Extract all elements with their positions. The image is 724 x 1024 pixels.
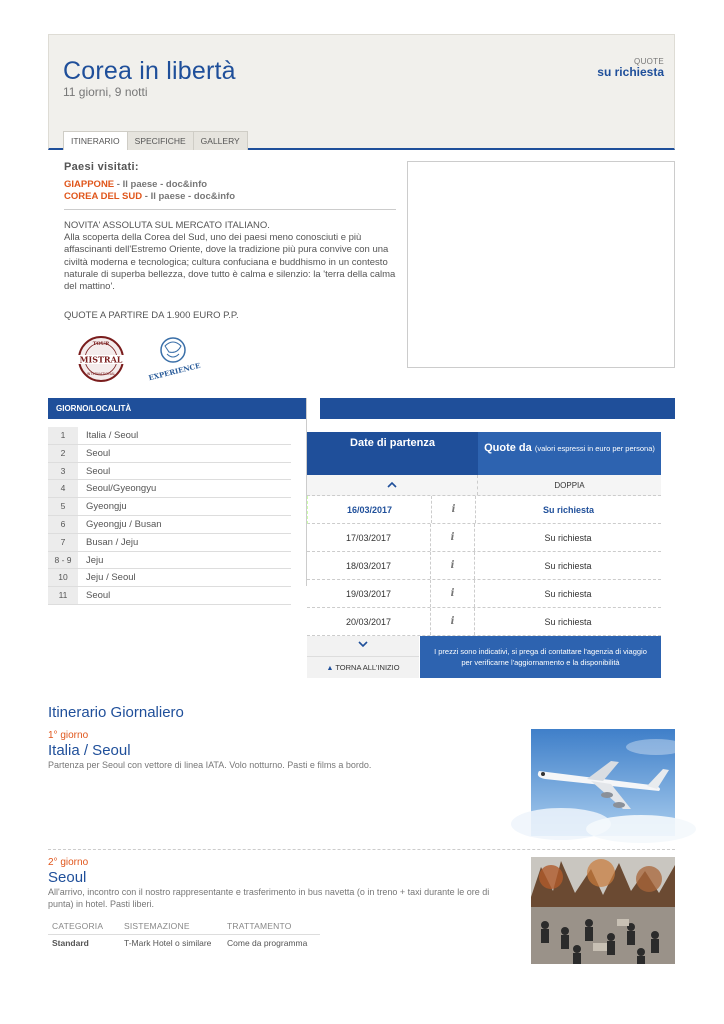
day-place: Gyeongju bbox=[86, 501, 127, 513]
daily-itinerary-title: Itinerario Giornaliero bbox=[48, 704, 184, 721]
tab-itinerario[interactable]: ITINERARIO bbox=[63, 131, 128, 150]
day-number: 8 - 9 bbox=[48, 552, 78, 569]
country-line bbox=[64, 191, 396, 203]
hotel-value: T-Mark Hotel o similare bbox=[124, 938, 212, 948]
date-price: Su richiesta bbox=[544, 617, 592, 627]
tour-mistral-logo bbox=[74, 334, 128, 384]
col-accommodation: SISTEMAZIONE bbox=[124, 921, 190, 931]
accommodation-header-row bbox=[48, 918, 320, 935]
date-row[interactable] bbox=[307, 580, 661, 608]
day-title: Italia / Seoul bbox=[48, 742, 131, 759]
country-info-links[interactable]: - Il paese - doc&info bbox=[142, 191, 236, 202]
itinerary-row[interactable] bbox=[48, 516, 291, 534]
day-number: 10 bbox=[48, 569, 78, 586]
day-place: Seoul/Gyeongyu bbox=[86, 483, 157, 495]
page-subtitle: 11 giorni, 9 notti bbox=[63, 85, 148, 99]
countries-title: Paesi visitati: bbox=[64, 161, 139, 173]
itinerary-row[interactable] bbox=[48, 534, 291, 552]
prices-note: I prezzi sono indicativi, si prega di contattare l'agenzia di viaggio per verificarne l'aggiornamento e la disponibilità bbox=[420, 636, 661, 678]
day-place: Busan / Jeju bbox=[86, 536, 139, 548]
quote-value: su richiesta bbox=[597, 65, 664, 79]
country-line bbox=[64, 179, 396, 191]
tab-specifiche[interactable]: SPECIFICHE bbox=[127, 131, 194, 150]
dates-header-bar bbox=[320, 398, 675, 419]
quotes-title: Quote da bbox=[484, 442, 532, 454]
itinerary-row[interactable] bbox=[48, 552, 291, 570]
back-to-top-label: TORNA ALL'INIZIO bbox=[335, 663, 400, 672]
chevron-down-icon bbox=[358, 641, 368, 648]
room-type-double: DOPPIA bbox=[554, 481, 585, 490]
date-row[interactable] bbox=[307, 552, 661, 580]
date-price: Su richiesta bbox=[544, 589, 592, 599]
dates-table-header bbox=[307, 432, 661, 475]
date-price: Su richiesta bbox=[542, 505, 595, 515]
day-number: 11 bbox=[48, 587, 78, 604]
dates-footer bbox=[307, 636, 419, 678]
description-line: NOVITA' ASSOLUTA SUL MERCATO ITALIANO. bbox=[64, 220, 270, 231]
day-number-label: 2° giorno bbox=[48, 857, 89, 868]
itinerary-row[interactable] bbox=[48, 498, 291, 516]
itinerary-row[interactable] bbox=[48, 427, 291, 445]
day-place: Jeju / Seoul bbox=[86, 572, 136, 584]
departure-date: 16/03/2017 bbox=[308, 496, 432, 523]
itinerary-row[interactable] bbox=[48, 463, 291, 481]
departure-date: 20/03/2017 bbox=[307, 608, 431, 635]
date-row[interactable] bbox=[307, 524, 661, 552]
chevron-up-icon bbox=[387, 481, 397, 488]
scroll-up-button[interactable] bbox=[307, 475, 478, 495]
accommodation-row bbox=[48, 935, 320, 952]
back-to-top-link[interactable] bbox=[307, 656, 419, 678]
col-departure-dates: Date di partenza bbox=[307, 432, 478, 475]
tab-bar bbox=[63, 131, 247, 150]
itinerary-header: GIORNO/LOCALITÀ bbox=[48, 398, 306, 419]
countries-visited bbox=[64, 161, 396, 203]
itinerary-row[interactable] bbox=[48, 587, 291, 605]
day-title: Seoul bbox=[48, 869, 87, 886]
treatment-value: Come da programma bbox=[227, 938, 308, 948]
logo-international-text: INTERNATIONAL bbox=[86, 372, 116, 376]
tab-gallery[interactable]: GALLERY bbox=[193, 131, 248, 150]
airplane-photo bbox=[531, 729, 675, 836]
seoul-park-photo bbox=[531, 857, 675, 964]
day-number: 6 bbox=[48, 516, 78, 533]
col-category: CATEGORIA bbox=[52, 921, 104, 931]
info-icon[interactable]: i bbox=[431, 524, 475, 551]
info-icon[interactable]: i bbox=[432, 496, 476, 523]
day-number: 2 bbox=[48, 445, 78, 462]
header-panel bbox=[48, 34, 675, 150]
itinerary-list bbox=[48, 427, 291, 605]
day-place: Seoul bbox=[86, 590, 111, 602]
itinerary-row[interactable] bbox=[48, 480, 291, 498]
accommodation-table bbox=[48, 918, 320, 952]
scroll-down-button[interactable] bbox=[307, 636, 419, 656]
day-number: 4 bbox=[48, 480, 78, 497]
country-info-links[interactable]: - Il paese - doc&info bbox=[114, 179, 208, 190]
departure-date: 19/03/2017 bbox=[307, 580, 431, 607]
logo-tour-text: TOUR bbox=[92, 341, 110, 347]
info-icon[interactable]: i bbox=[431, 608, 475, 635]
col-treatment: TRATTAMENTO bbox=[227, 921, 292, 931]
day-number: 1 bbox=[48, 427, 78, 444]
quote-label: QUOTE bbox=[634, 57, 664, 66]
itinerary-row[interactable] bbox=[48, 569, 291, 587]
triangle-up-icon: ▲ bbox=[326, 665, 334, 672]
day-number: 5 bbox=[48, 498, 78, 515]
price-from: QUOTE A PARTIRE DA 1.900 EURO P.P. bbox=[64, 310, 239, 321]
day-place: Seoul bbox=[86, 465, 111, 477]
date-price: Su richiesta bbox=[544, 533, 592, 543]
logo-mistral-text: MISTRAL bbox=[79, 354, 123, 365]
day-separator bbox=[48, 849, 675, 850]
departure-date: 17/03/2017 bbox=[307, 524, 431, 551]
departure-dates-table bbox=[307, 432, 661, 636]
date-price: Su richiesta bbox=[544, 561, 592, 571]
col-quotes bbox=[478, 432, 661, 475]
day-description: All'arrivo, incontro con il nostro rappresentante e trasferimento in bus navetta (o in treno + taxi durante le ore di punta) in hotel. Pasti liberi. bbox=[48, 887, 490, 909]
day-place: Gyeongju / Busan bbox=[86, 518, 162, 530]
day-number: 7 bbox=[48, 534, 78, 551]
itinerary-row[interactable] bbox=[48, 445, 291, 463]
day-description: Partenza per Seoul con vettore di linea IATA. Volo notturno. Pasti e films a bordo. bbox=[48, 760, 372, 770]
quotes-note: (valori espressi in euro per persona) bbox=[534, 444, 655, 453]
day-number-label: 1° giorno bbox=[48, 730, 89, 741]
description-line: Alla scoperta della Corea del Sud, uno dei paesi meno conosciuti e più affascinanti dell'Estremo Oriente, dove la tradizione più pura convive con una civiltà moderna e tecnologica; cultura confuciana e buddhismo in un contesto naturale di superba bellezza, dove tutto è calma e silenzio: la 'terra della calma del mattino'. bbox=[64, 232, 396, 293]
departure-date: 18/03/2017 bbox=[307, 552, 431, 579]
map-frame[interactable] bbox=[407, 161, 675, 368]
day-number: 3 bbox=[48, 463, 78, 480]
experience-logo bbox=[147, 334, 202, 384]
info-icon[interactable]: i bbox=[431, 552, 475, 579]
divider bbox=[64, 209, 396, 210]
day-place: Italia / Seoul bbox=[86, 430, 139, 441]
date-row[interactable] bbox=[307, 608, 661, 636]
logo-experience-text: EXPERIENCE bbox=[147, 360, 202, 383]
day-place: Seoul bbox=[86, 447, 111, 459]
trip-description bbox=[64, 220, 396, 293]
country-link-japan[interactable]: GIAPPONE bbox=[64, 179, 115, 190]
date-row[interactable] bbox=[307, 496, 661, 524]
dates-subheader bbox=[307, 475, 661, 496]
info-icon[interactable]: i bbox=[431, 580, 475, 607]
day-place: Jeju bbox=[86, 554, 104, 566]
country-link-korea[interactable]: COREA DEL SUD bbox=[64, 191, 143, 202]
page-title: Corea in libertà bbox=[63, 57, 236, 85]
category-value: Standard bbox=[52, 938, 89, 948]
